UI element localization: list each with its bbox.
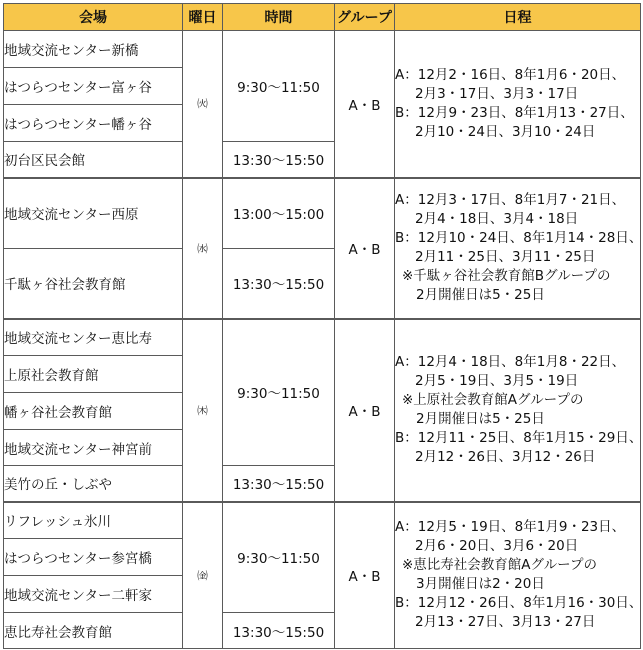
- schedule-note: 2月開催日は5・25日: [416, 411, 545, 427]
- schedule-note: ※上原社会教育館Aグループの: [402, 392, 584, 408]
- venue-cell: 地域交流センター新橋: [4, 31, 183, 68]
- time-cell: 13:30～15:50: [223, 142, 335, 178]
- schedule-line: 2月3・17日、3月3・17日: [415, 85, 579, 102]
- schedule-note: ※千駄ヶ谷社会教育館Bグループの: [402, 268, 611, 284]
- venue-cell: 初台区民会館: [4, 142, 183, 178]
- group-cell: A・B: [335, 319, 395, 502]
- header-row: [4, 4, 641, 31]
- schedule-line: 2月10・24日、3月10・24日: [415, 123, 596, 140]
- table-row: [4, 178, 641, 249]
- time-cell: 9:30～11:50: [223, 502, 335, 613]
- venue-cell: 美竹の丘・しぶや: [4, 466, 183, 502]
- schedule-line: A：12月3・17日、8年1月7・21日、: [395, 192, 626, 208]
- schedule-line: B：12月11・25日、8年1月15・29日、: [395, 430, 643, 446]
- schedule-note: ※恵比寿社会教育館Aグループの: [402, 557, 597, 574]
- schedule-line: B：12月10・24日、8年1月14・28日、: [395, 230, 643, 246]
- schedule-line: 2月11・25日、3月11・25日: [415, 249, 596, 265]
- header-group: グループ: [335, 4, 395, 31]
- venue-cell: 地域交流センター恵比寿: [4, 319, 183, 356]
- header-schedule: 日程: [395, 4, 641, 31]
- schedule-line: 2月6・20日、3月6・20日: [415, 538, 579, 555]
- header-venue: 会場: [4, 4, 183, 31]
- table-row: [4, 31, 641, 68]
- schedule-line: A：12月4・18日、8年1月8・22日、: [395, 354, 626, 370]
- schedule-cell: [395, 319, 641, 502]
- group-cell: A・B: [335, 31, 395, 178]
- schedule-note: 3月開催日は2・20日: [416, 576, 545, 593]
- schedule-line: A：12月5・19日、8年1月9・23日、: [395, 519, 626, 536]
- venue-cell: 恵比寿社会教育館: [4, 613, 183, 649]
- venue-cell: はつらつセンター幡ヶ谷: [4, 105, 183, 142]
- time-cell: 13:30～15:50: [223, 613, 335, 649]
- venue-cell: 地域交流センター西原: [4, 178, 183, 249]
- time-cell: 13:30～15:50: [223, 249, 335, 319]
- time-cell: 13:30～15:50: [223, 466, 335, 502]
- venue-cell: リフレッシュ氷川: [4, 502, 183, 539]
- schedule-table: [3, 3, 641, 649]
- header-day: 曜日: [183, 4, 223, 31]
- venue-cell: 千駄ヶ谷社会教育館: [4, 249, 183, 319]
- schedule-line: A：12月2・16日、8年1月6・20日、: [395, 66, 626, 83]
- schedule-line: B：12月9・23日、8年1月13・27日、: [395, 104, 634, 121]
- header-time: 時間: [223, 4, 335, 31]
- venue-cell: 上原社会教育館: [4, 356, 183, 393]
- day-cell: ㈭: [183, 319, 223, 502]
- time-cell: 13:00～15:00: [223, 178, 335, 249]
- schedule-note: 2月開催日は5・25日: [416, 287, 545, 303]
- day-cell: ㈬: [183, 178, 223, 319]
- time-cell: 9:30～11:50: [223, 319, 335, 466]
- schedule-cell: [395, 178, 641, 319]
- group-cell: A・B: [335, 502, 395, 649]
- schedule-cell: [395, 31, 641, 178]
- venue-cell: 幡ヶ谷社会教育館: [4, 393, 183, 430]
- schedule-cell: [395, 502, 641, 649]
- table-row: [4, 319, 641, 356]
- venue-cell: 地域交流センター二軒家: [4, 576, 183, 613]
- venue-cell: はつらつセンター参宮橋: [4, 539, 183, 576]
- schedule-line: 2月13・27日、3月13・27日: [415, 614, 596, 631]
- venue-cell: はつらつセンター富ヶ谷: [4, 68, 183, 105]
- day-cell: ㈫: [183, 31, 223, 178]
- schedule-line: 2月5・19日、3月5・19日: [415, 373, 579, 389]
- venue-cell: 地域交流センター神宮前: [4, 430, 183, 466]
- schedule-line: 2月12・26日、3月12・26日: [415, 449, 596, 465]
- table-row: [4, 502, 641, 539]
- schedule-line: 2月4・18日、3月4・18日: [415, 211, 579, 227]
- day-cell: ㈮: [183, 502, 223, 649]
- time-cell: 9:30～11:50: [223, 31, 335, 142]
- group-cell: A・B: [335, 178, 395, 319]
- schedule-line: B：12月12・26日、8年1月16・30日、: [395, 595, 643, 612]
